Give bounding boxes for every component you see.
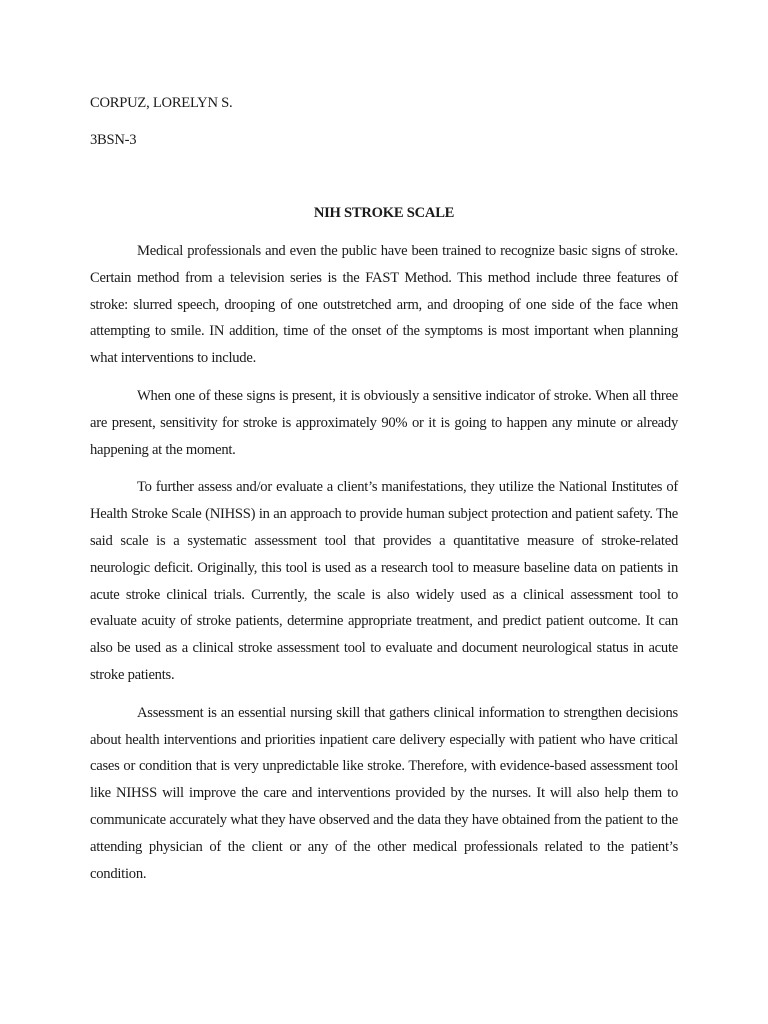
document-title: NIH STROKE SCALE [313, 205, 455, 221]
document-body [90, 238, 678, 898]
body-paragraph-4: Assessment is an essential nursing skill that gathers clinical information to strengthen decisions about health interventions and priorities inpatient care delivery especially with patient who have critical cases or condition that is very unpredictable like stroke. Therefore, with evidence-based assessment tool like NIHSS will improve the care and interventions provided by the nurses. It will also help them to communicate accurately what they have observed and the data they have obtained from the patient to the attending physician of the client or any of the other medical professionals related to the patient’s condition. [90, 704, 678, 882]
body-paragraph-2: When one of these signs is present, it is obviously a sensitive indicator of stroke. When all three are present, sensitivity for stroke is approximately 90% or it is going to happen any minute or already happening at the moment. [90, 387, 678, 458]
class-section: 3BSN-3 [90, 132, 137, 148]
author-name: CORPUZ, LORELYN S. [90, 95, 233, 111]
body-paragraph-1: Medical professionals and even the public have been trained to recognize basic signs of stroke. Certain method from a television series is the FAST Method. This method include three features of stroke: slurred speech, drooping of one outstretched arm, and drooping of one side of the face when attempting to smile. IN addition, time of the onset of the symptoms is most important when planning what interventions to include. [90, 243, 678, 367]
body-paragraph-3: To further assess and/or evaluate a client’s manifestations, they utilize the National Institutes of Health Stroke Scale (NIHSS) in an approach to provide human subject protection and patient safety. The said scale is a systematic assessment tool that provides a quantitative measure of stroke-related neurologic deficit. Originally, this tool is used as a research tool to measure baseline data on patients in acute stroke clinical trials. Currently, the scale is also widely used as a clinical assessment tool to evaluate acuity of stroke patients, determine appropriate treatment, and predict patient outcome. It can also be used as a clinical stroke assessment tool to evaluate and document neurological status in acute stroke patients. [90, 479, 678, 683]
